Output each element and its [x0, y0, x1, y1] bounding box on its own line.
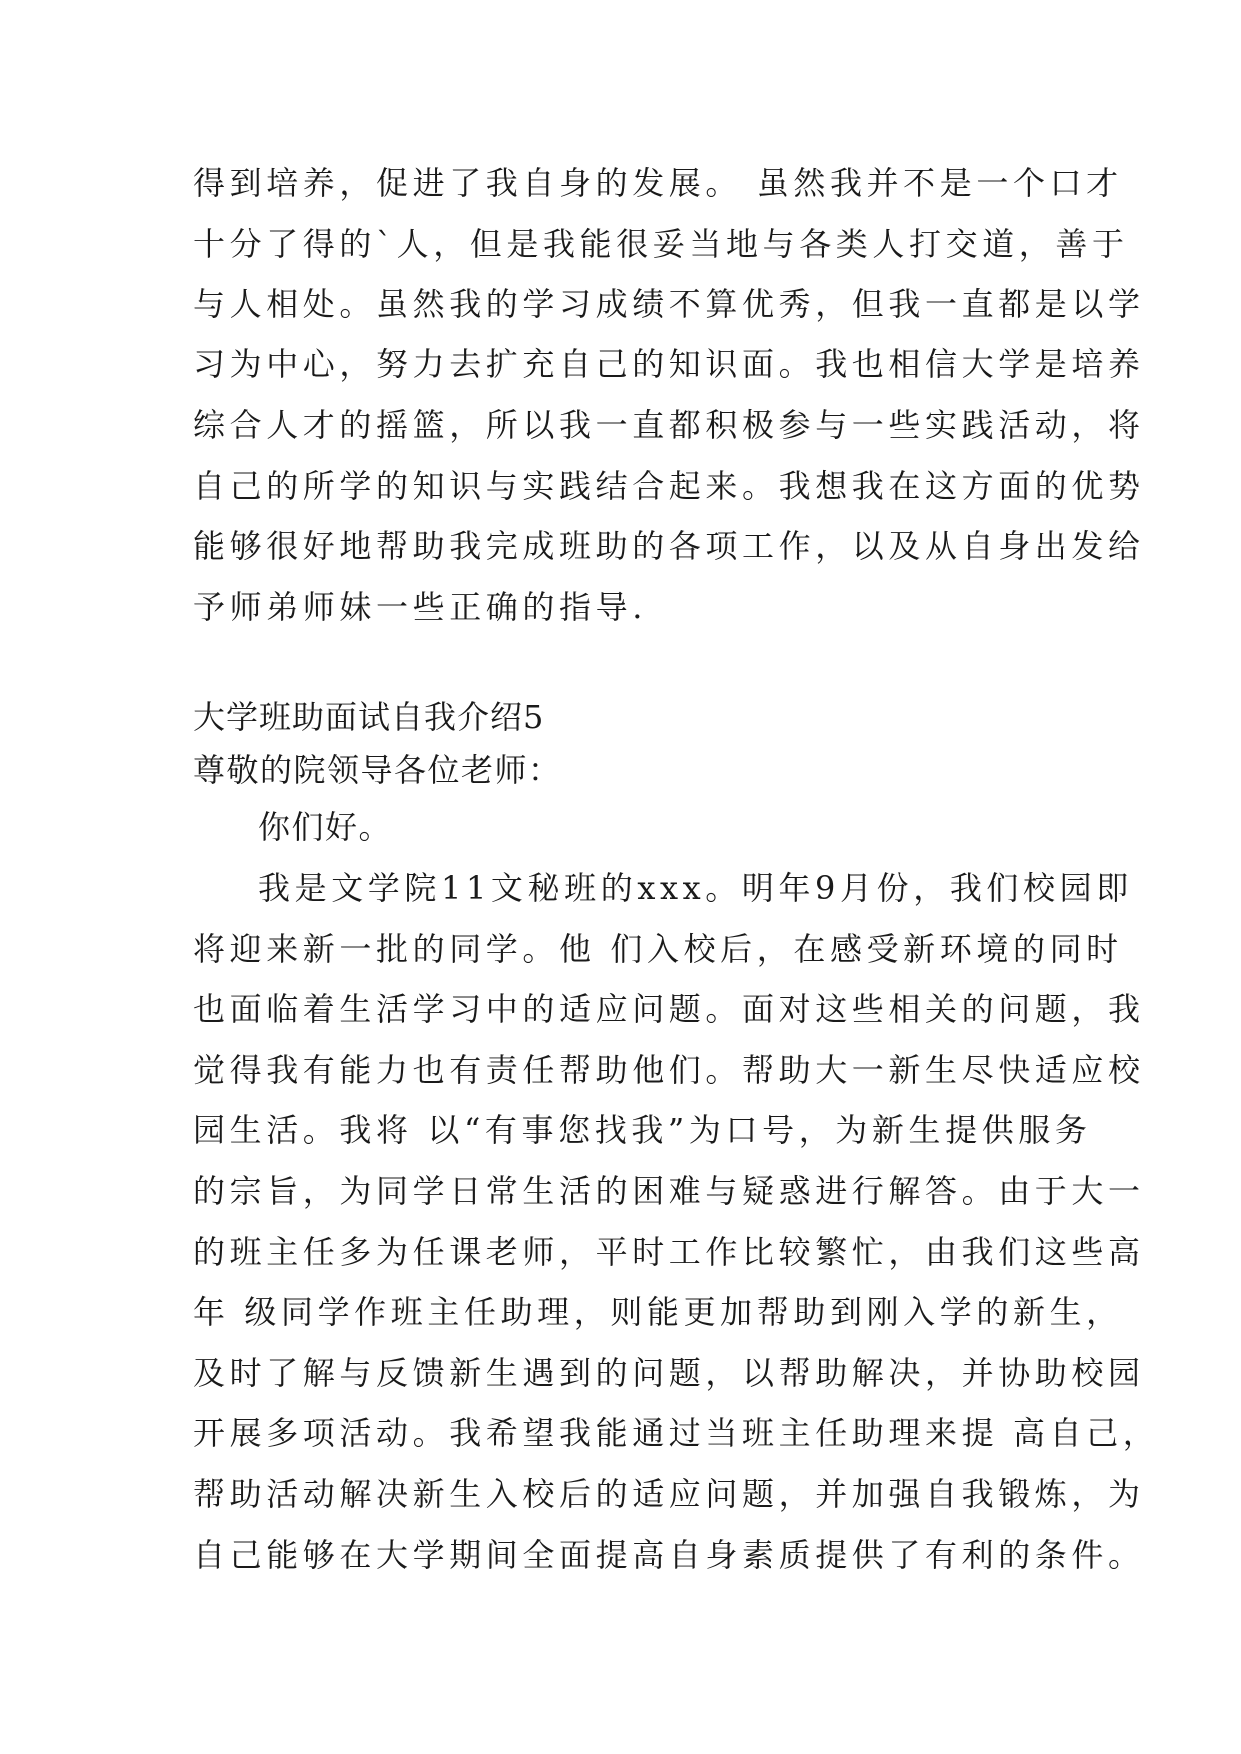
salutation: 尊敬的院领导各位老师：: [193, 751, 562, 789]
paragraph-line: 帮助活动解决新生入校后的适应问题，并加强自我锻炼，为: [193, 1475, 1145, 1513]
paragraph-line: 开展多项活动。我希望我能通过当班主任助理来提 高自己，: [193, 1414, 1160, 1452]
paragraph-line: 我是文学院11文秘班的xxx。明年9月份，我们校园即: [258, 869, 1133, 907]
paragraph-line: 习为中心，努力去扩充自己的知识面。我也相信大学是培养: [193, 345, 1145, 383]
paragraph-line: 自己的所学的知识与实践结合起来。我想我在这方面的优势: [193, 467, 1145, 505]
section-title: 大学班助面试自我介绍5: [193, 698, 545, 736]
paragraph-line: 能够很好地帮助我完成班助的各项工作，以及从自身出发给: [193, 527, 1145, 565]
paragraph-line: 得到培养，促进了我自身的发展。 虽然我并不是一个口才: [193, 164, 1123, 202]
paragraph-line: 十分了得的`人，但是我能很妥当地与各类人打交道，善于: [193, 225, 1129, 263]
paragraph-line: 的宗旨，为同学日常生活的困难与疑惑进行解答。由于大一: [193, 1172, 1145, 1210]
paragraph-line: 将迎来新一批的同学。他 们入校后，在感受新环境的同时: [193, 930, 1123, 968]
greeting: 你们好。: [258, 808, 393, 846]
paragraph-line: 综合人才的摇篮，所以我一直都积极参与一些实践活动，将: [193, 406, 1145, 444]
paragraph-line: 自己能够在大学期间全面提高自身素质提供了有利的条件。: [193, 1536, 1145, 1574]
paragraph-line: 年 级同学作班主任助理，则能更加帮助到刚入学的新生，: [193, 1293, 1123, 1331]
paragraph-line: 及时了解与反馈新生遇到的问题，以帮助解决，并协助校园: [193, 1354, 1145, 1392]
paragraph-line: 觉得我有能力也有责任帮助他们。帮助大一新生尽快适应校: [193, 1051, 1145, 1089]
paragraph-line: 园生活。我将 以“有事您找我”为口号，为新生提供服务: [193, 1111, 1092, 1149]
paragraph-line: 也面临着生活学习中的适应问题。面对这些相关的问题，我: [193, 990, 1145, 1028]
paragraph-line: 的班主任多为任课老师，平时工作比较繁忙，由我们这些高: [193, 1233, 1145, 1271]
paragraph-line: 与人相处。虽然我的学习成绩不算优秀，但我一直都是以学: [193, 285, 1145, 323]
paragraph-line: 予师弟师妹一些正确的指导.: [193, 588, 647, 626]
